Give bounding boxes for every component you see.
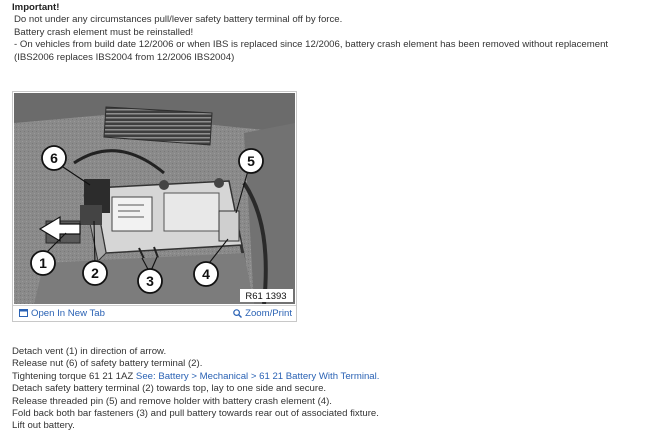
open-in-new-tab-icon	[19, 309, 28, 317]
step-text: Lift out battery.	[12, 420, 75, 432]
svg-text:5: 5	[247, 153, 255, 169]
step-text: Release nut (6) of safety battery terminal (2).	[12, 358, 203, 370]
svg-text:6: 6	[50, 150, 58, 166]
zoom-print-label: Zoom/Print	[245, 308, 292, 319]
callout-6	[42, 146, 66, 170]
figure-ref-code: R61 1393	[245, 291, 287, 302]
svg-text:2: 2	[91, 265, 99, 281]
open-in-new-tab-label: Open In New Tab	[31, 308, 105, 319]
callout-1	[31, 251, 55, 275]
notice-line: Battery crash element must be reinstalled!	[14, 26, 194, 38]
step-text: Detach safety battery terminal (2) towards top, lay to one side and secure.	[12, 383, 327, 395]
open-in-new-tab-link[interactable]	[19, 308, 105, 320]
step-text: Fold back both bar fasteners (3) and pull battery towards rear out of associated fixture.	[12, 408, 379, 420]
procedure-steps	[12, 346, 642, 433]
svg-text:3: 3	[146, 273, 154, 289]
step-text: Detach vent (1) in direction of arrow.	[12, 346, 167, 357]
callout-2	[83, 261, 107, 285]
callout-5	[239, 149, 263, 173]
figure-toolbar	[13, 305, 296, 322]
step-torque	[12, 371, 642, 383]
svg-text:1: 1	[39, 255, 47, 271]
battery-diagram-image	[14, 93, 295, 304]
notice-title: Important!	[12, 2, 60, 13]
svg-text:4: 4	[202, 266, 210, 282]
notice-line: - On vehicles from build date 12/2006 or when IBS is replaced since 12/2006, battery crash element has been removed without replacement (IBS2006 replaces IBS2004 from 12/2006 IBS2004)	[14, 39, 609, 63]
zoom-print-link[interactable]	[233, 308, 292, 320]
notice-line: Do not under any circumstances pull/lever safety battery terminal off by force.	[14, 14, 343, 26]
magnifier-icon	[233, 309, 242, 318]
important-notice	[12, 2, 642, 64]
callout-3	[138, 269, 162, 293]
battery-terminal-link[interactable]: See: Battery > Mechanical > 61 21 Battery With Terminal.	[135, 370, 380, 382]
torque-text: Tightening torque 61 21 1AZ	[12, 370, 134, 382]
callout-4	[194, 262, 218, 286]
battery-figure	[12, 91, 297, 322]
step-text: Release threaded pin (5) and remove holder with battery crash element (4).	[12, 395, 332, 407]
